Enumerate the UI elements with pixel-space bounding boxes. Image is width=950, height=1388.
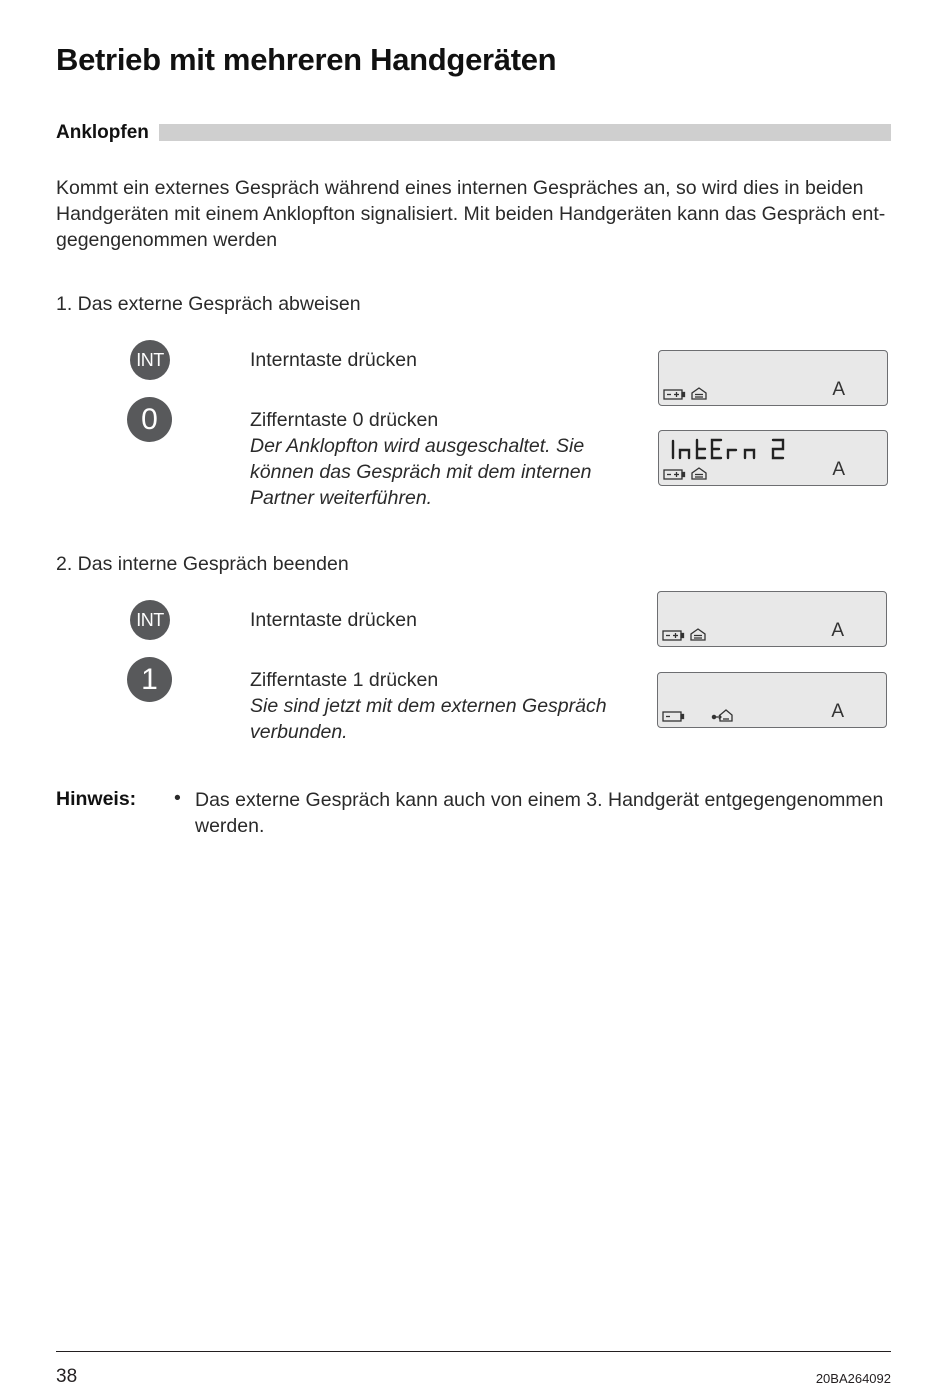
home-icon <box>692 468 706 479</box>
digit-0-key-icon: 0 <box>127 397 172 442</box>
lcd-icons <box>659 431 889 487</box>
int-key-icon: INT <box>130 600 170 640</box>
footer-divider <box>56 1351 891 1352</box>
battery-icon <box>663 631 684 640</box>
document-code: 20BA264092 <box>815 1371 891 1386</box>
instruction-text: Interntaste drücken <box>250 349 417 371</box>
battery-icon <box>663 712 684 721</box>
page-number: 38 <box>56 1366 78 1387</box>
external-call-icon <box>712 710 732 721</box>
section-heading: Anklopfen <box>56 122 149 143</box>
lcd-display <box>658 430 888 486</box>
instruction-note: Der Anklopfton wird ausgeschaltet. Sie können das Gespräch mit dem internen Partner weiterführen. <box>250 435 592 509</box>
section-bar <box>159 124 891 141</box>
lcd-indicator: A <box>831 701 844 722</box>
instruction-1-2 <box>250 407 620 511</box>
lcd-icons <box>658 592 888 648</box>
hint-text: Das externe Gespräch kann auch von einem 3. Handgerät entgegengenommen werden. <box>195 789 884 837</box>
lcd-display <box>657 591 887 647</box>
digit-1-key-icon: 1 <box>127 657 172 702</box>
instruction-note: Sie sind jetzt mit dem externen Gespräch verbunden. <box>250 695 607 743</box>
step-title-1: 1. Das externe Gespräch abweisen <box>56 293 361 315</box>
lcd-indicator: A <box>832 459 845 480</box>
battery-icon <box>664 390 685 399</box>
home-icon <box>692 388 706 399</box>
lcd-icons <box>658 673 888 729</box>
lcd-display <box>657 672 887 728</box>
home-icon <box>691 629 705 640</box>
lcd-display <box>658 350 888 406</box>
instruction-1-1 <box>250 347 620 373</box>
hint-label: Hinweis: <box>56 788 137 810</box>
int-key-icon: INT <box>130 340 170 380</box>
intro-paragraph: Kommt ein externes Gespräch während eines internen Gespräches an, so wird dies in beiden Handgeräten mit einem Anklopfton signalisiert. Mit beiden Handgeräten kann das Gespräch entgegengenommen werden <box>56 177 886 251</box>
instruction-text: Zifferntaste 1 drücken <box>250 669 439 691</box>
instruction-text: Interntaste drücken <box>250 609 417 631</box>
lcd-indicator: A <box>832 379 845 400</box>
bullet-icon: • <box>174 787 181 809</box>
lcd-segment-text <box>673 440 783 458</box>
instruction-2-2 <box>250 667 620 745</box>
lcd-icons <box>659 351 889 407</box>
instruction-text: Zifferntaste 0 drücken <box>250 409 439 431</box>
lcd-indicator: A <box>831 620 844 641</box>
page-title: Betrieb mit mehreren Handgeräten <box>56 42 557 77</box>
instruction-2-1 <box>250 607 620 633</box>
step-title-2: 2. Das interne Gespräch beenden <box>56 553 349 575</box>
battery-icon <box>664 470 685 479</box>
